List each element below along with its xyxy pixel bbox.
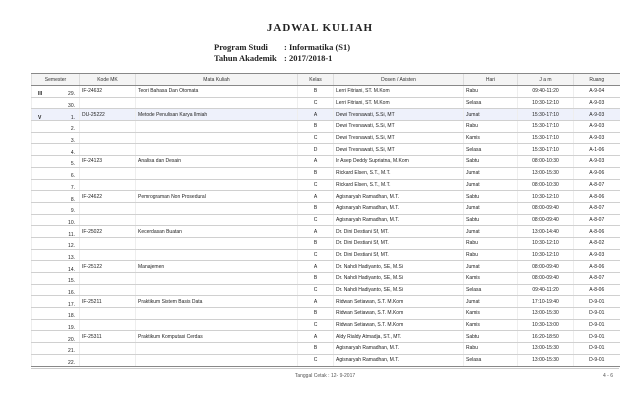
- table-row: [32, 97, 620, 109]
- cell-ruang: A-8-07: [574, 273, 620, 285]
- col-header-semester: Semester: [32, 74, 80, 86]
- cell-mata-kuliah: [136, 284, 298, 296]
- cell-kode-mk: [80, 214, 136, 226]
- cell-kelas: D: [298, 144, 334, 156]
- table-row: [32, 144, 620, 156]
- cell-kelas: A: [298, 226, 334, 238]
- cell-kode-mk: IF-25311: [80, 331, 136, 343]
- row-number: 2.: [70, 126, 75, 133]
- cell-mata-kuliah: [136, 319, 298, 331]
- row-number: 13.: [68, 254, 75, 261]
- cell-kode-mk: [80, 132, 136, 144]
- cell-kode-mk: [80, 179, 136, 191]
- cell-dosen: Dewi Tresnawati, S.Si, MT: [334, 121, 464, 133]
- cell-hari: Jumat: [464, 202, 518, 214]
- cell-hari: Sabtu: [464, 156, 518, 168]
- cell-dosen: Agisnaryah Ramadhan, M.T.: [334, 354, 464, 366]
- print-date: Tanggal Cetak : 12- 9-2017: [294, 373, 356, 379]
- cell-kelas: B: [298, 273, 334, 285]
- table-row: [32, 226, 620, 238]
- cell-ruang: A-8-06: [574, 191, 620, 203]
- cell-kelas: A: [298, 296, 334, 308]
- row-number: 9.: [70, 208, 75, 215]
- table-row: [32, 261, 620, 273]
- cell-hari: Rabu: [464, 86, 518, 98]
- cell-semester: [32, 202, 80, 214]
- row-number: 8.: [70, 196, 75, 203]
- program-row: [214, 42, 350, 53]
- cell-ruang: D-9-01: [574, 354, 620, 366]
- cell-kelas: C: [298, 214, 334, 226]
- cell-mata-kuliah: Teori Bahasa Dan Otomata: [136, 86, 298, 98]
- cell-dosen: Dewi Tresnawati, S.Si, MT: [334, 144, 464, 156]
- cell-dosen: Ridwan Setiawan, S.T. M.Kom: [334, 296, 464, 308]
- cell-kelas: A: [298, 109, 334, 121]
- cell-dosen: Dr. Nahdi Hadiyanto, SE, M.Si: [334, 284, 464, 296]
- cell-mata-kuliah: [136, 308, 298, 320]
- cell-hari: Selasa: [464, 97, 518, 109]
- col-header-ruang: Ruang: [574, 74, 620, 86]
- cell-kelas: A: [298, 331, 334, 343]
- table-row: [32, 284, 620, 296]
- cell-hari: Jumat: [464, 296, 518, 308]
- cell-kode-mk: [80, 343, 136, 355]
- cell-jam: 13:00-15:30: [518, 354, 574, 366]
- cell-mata-kuliah: Metode Penulisan Karya Ilmiah: [136, 109, 298, 121]
- cell-dosen: Agisnaryah Ramadhan, M.T.: [334, 202, 464, 214]
- cell-jam: 13:00-15:30: [518, 343, 574, 355]
- cell-semester: [32, 284, 80, 296]
- cell-dosen: Dr. Dini Destiani Sf, MT.: [334, 249, 464, 261]
- row-number: 16.: [68, 290, 75, 296]
- cell-dosen: Dr. Dini Destiani Sf, MT.: [334, 226, 464, 238]
- cell-kode-mk: [80, 144, 136, 156]
- cell-ruang: A-8-06: [574, 284, 620, 296]
- cell-kelas: A: [298, 261, 334, 273]
- cell-hari: Sabtu: [464, 214, 518, 226]
- table-row: [32, 156, 620, 168]
- cell-kode-mk: IF-24123: [80, 156, 136, 168]
- table-body: [32, 86, 620, 367]
- cell-kelas: C: [298, 97, 334, 109]
- cell-dosen: Lerri Fitriani, ST. M.Kom: [334, 97, 464, 109]
- cell-mata-kuliah: [136, 167, 298, 179]
- cell-hari: Kamis: [464, 308, 518, 320]
- cell-ruang: A-9-03: [574, 249, 620, 261]
- cell-kelas: C: [298, 179, 334, 191]
- row-number: 19.: [68, 325, 75, 331]
- cell-semester: [32, 319, 80, 331]
- cell-semester: [32, 343, 80, 355]
- cell-jam: 15:30-17:10: [518, 132, 574, 144]
- cell-hari: Sabtu: [464, 331, 518, 343]
- cell-semester: [32, 97, 80, 109]
- cell-hari: Sabtu: [464, 191, 518, 203]
- cell-semester: [32, 237, 80, 249]
- cell-ruang: A-8-07: [574, 214, 620, 226]
- cell-kelas: A: [298, 156, 334, 168]
- page-title: JADWAL KULIAH: [266, 22, 374, 34]
- col-header-hari: Hari: [464, 74, 518, 86]
- row-number: 18.: [68, 313, 75, 320]
- cell-ruang: A-8-07: [574, 202, 620, 214]
- program-meta: [214, 42, 350, 64]
- col-header-kelas: Kelas: [298, 74, 334, 86]
- cell-mata-kuliah: [136, 202, 298, 214]
- cell-dosen: Lerri Fitriani, ST. M.Kom: [334, 86, 464, 98]
- cell-kode-mk: [80, 284, 136, 296]
- cell-ruang: A-9-04: [574, 86, 620, 98]
- table-row: [32, 308, 620, 320]
- cell-kelas: B: [298, 167, 334, 179]
- cell-kode-mk: [80, 308, 136, 320]
- cell-dosen: Aldy Rialdy Atmadja, ST., MT.: [334, 331, 464, 343]
- cell-mata-kuliah: [136, 97, 298, 109]
- cell-jam: 13:00-15:30: [518, 308, 574, 320]
- cell-semester: [32, 191, 80, 203]
- cell-jam: 13:00-14:40: [518, 226, 574, 238]
- row-number: 11.: [68, 231, 75, 238]
- cell-dosen: Agisnaryah Ramadhan, M.T.: [334, 191, 464, 203]
- cell-hari: Jumat: [464, 226, 518, 238]
- cell-ruang: A-8-06: [574, 226, 620, 238]
- cell-kelas: C: [298, 132, 334, 144]
- cell-jam: 09:40-11:20: [518, 284, 574, 296]
- page-footer: [31, 368, 619, 380]
- row-number: 6.: [70, 173, 75, 179]
- table-row: [32, 319, 620, 331]
- cell-semester: [32, 261, 80, 273]
- cell-semester: [32, 109, 80, 121]
- table-row: [32, 273, 620, 285]
- cell-mata-kuliah: [136, 273, 298, 285]
- cell-mata-kuliah: Praktikum Sistem Basis Data: [136, 296, 298, 308]
- cell-kode-mk: IF-25211: [80, 296, 136, 308]
- row-number: 17.: [68, 301, 75, 308]
- cell-jam: 08:00-09:40: [518, 202, 574, 214]
- row-number: 15.: [68, 278, 75, 285]
- cell-kelas: C: [298, 284, 334, 296]
- cell-ruang: A-8-02: [574, 237, 620, 249]
- cell-ruang: D-9-01: [574, 296, 620, 308]
- program-value: : Informatika (S1): [284, 42, 351, 52]
- cell-kelas: A: [298, 191, 334, 203]
- col-header-mata-kuliah: Mata Kuliah: [136, 74, 298, 86]
- schedule-table: [31, 73, 620, 367]
- cell-hari: Rabu: [464, 249, 518, 261]
- academic-year-row: [214, 53, 350, 64]
- cell-hari: Rabu: [464, 343, 518, 355]
- cell-dosen: Rickard Elsen, S.T., M.T.: [334, 179, 464, 191]
- cell-semester: [32, 296, 80, 308]
- cell-dosen: Dewi Tresnawati, S.Si, MT: [334, 132, 464, 144]
- cell-ruang: A-9-06: [574, 167, 620, 179]
- cell-hari: Kamis: [464, 273, 518, 285]
- row-number: 7.: [70, 184, 75, 191]
- cell-mata-kuliah: [136, 249, 298, 261]
- cell-mata-kuliah: [136, 214, 298, 226]
- table-row: [32, 109, 620, 121]
- table-row: [32, 249, 620, 261]
- program-label: Program Studi: [214, 42, 268, 52]
- cell-hari: Rabu: [464, 121, 518, 133]
- cell-kode-mk: [80, 202, 136, 214]
- table-row: [32, 214, 620, 226]
- cell-kode-mk: IF-25022: [80, 226, 136, 238]
- table-row: [32, 354, 620, 366]
- cell-kelas: B: [298, 308, 334, 320]
- academic-year-label: Tahun Akademik: [214, 53, 277, 63]
- cell-jam: 09:40-11:20: [518, 86, 574, 98]
- cell-ruang: D-9-01: [574, 331, 620, 343]
- row-number: 4.: [70, 149, 75, 156]
- cell-semester: [32, 156, 80, 168]
- cell-ruang: D-9-01: [574, 308, 620, 320]
- cell-jam: 15:30-17:10: [518, 144, 574, 156]
- cell-dosen: Dewi Tresnawati, S.Si, MT: [334, 109, 464, 121]
- cell-hari: Kamis: [464, 132, 518, 144]
- cell-hari: Selasa: [464, 144, 518, 156]
- cell-mata-kuliah: Pemrograman Non Prosedural: [136, 191, 298, 203]
- cell-semester: [32, 249, 80, 261]
- cell-jam: 10:30-13:00: [518, 319, 574, 331]
- cell-kelas: C: [298, 319, 334, 331]
- cell-kode-mk: [80, 121, 136, 133]
- table-row: [32, 167, 620, 179]
- cell-ruang: A-8-06: [574, 261, 620, 273]
- row-number: 14.: [68, 266, 75, 273]
- cell-mata-kuliah: [136, 179, 298, 191]
- cell-semester: [32, 214, 80, 226]
- cell-jam: 08:00-09:40: [518, 214, 574, 226]
- cell-dosen: Rickard Elsen, S.T., M.T.: [334, 167, 464, 179]
- col-header-jam: J a m: [518, 74, 574, 86]
- semester-roman: V: [38, 114, 42, 121]
- row-number: 10.: [68, 219, 75, 226]
- cell-jam: 17:10-19:40: [518, 296, 574, 308]
- cell-kode-mk: IF-24622: [80, 191, 136, 203]
- cell-dosen: Agisnaryah Ramadhan, M.T.: [334, 343, 464, 355]
- cell-semester: [32, 121, 80, 133]
- table-row: [32, 202, 620, 214]
- row-number: 22.: [68, 360, 75, 366]
- cell-mata-kuliah: [136, 237, 298, 249]
- cell-ruang: A-9-03: [574, 156, 620, 168]
- cell-jam: 15:30-17:10: [518, 109, 574, 121]
- cell-ruang: A-9-03: [574, 132, 620, 144]
- cell-kode-mk: [80, 273, 136, 285]
- semester-roman: III: [38, 91, 43, 98]
- row-number: 1.: [70, 114, 75, 121]
- cell-dosen: Dr. Nahdi Hadiyanto, SE, M.Si: [334, 261, 464, 273]
- page-number: 4 - 6: [602, 373, 613, 379]
- cell-hari: Jumat: [464, 109, 518, 121]
- cell-ruang: D-9-01: [574, 319, 620, 331]
- cell-semester: [32, 308, 80, 320]
- table-row: [32, 343, 620, 355]
- cell-semester: [32, 132, 80, 144]
- cell-jam: 10:30-12:10: [518, 249, 574, 261]
- cell-dosen: Ir Asep Deddy Supriatna, M.Kom: [334, 156, 464, 168]
- cell-kelas: C: [298, 249, 334, 261]
- cell-dosen: Dr. Dini Destiani Sf, MT.: [334, 237, 464, 249]
- cell-semester: [32, 331, 80, 343]
- cell-dosen: Dr. Nahdi Hadiyanto, SE, M.Si: [334, 273, 464, 285]
- cell-kode-mk: [80, 237, 136, 249]
- cell-hari: Rabu: [464, 237, 518, 249]
- table-row: [32, 86, 620, 98]
- cell-jam: 13:00-15:30: [518, 167, 574, 179]
- cell-kelas: B: [298, 86, 334, 98]
- cell-ruang: A-1-06: [574, 144, 620, 156]
- cell-kode-mk: [80, 249, 136, 261]
- row-number: 3.: [70, 138, 75, 144]
- cell-mata-kuliah: [136, 144, 298, 156]
- row-number: 30.: [68, 103, 75, 109]
- cell-mata-kuliah: [136, 121, 298, 133]
- cell-ruang: A-9-03: [574, 121, 620, 133]
- cell-jam: 15:30-17:10: [518, 121, 574, 133]
- cell-jam: 08:00-10:30: [518, 179, 574, 191]
- cell-semester: [32, 179, 80, 191]
- cell-kelas: B: [298, 343, 334, 355]
- cell-hari: Jumat: [464, 261, 518, 273]
- cell-kode-mk: IF-25122: [80, 261, 136, 273]
- cell-kelas: B: [298, 202, 334, 214]
- cell-semester: [32, 226, 80, 238]
- cell-semester: [32, 273, 80, 285]
- cell-jam: 08:00-10:30: [518, 156, 574, 168]
- cell-kelas: C: [298, 354, 334, 366]
- table-row: [32, 237, 620, 249]
- cell-kode-mk: IF-24632: [80, 86, 136, 98]
- cell-mata-kuliah: [136, 343, 298, 355]
- cell-kode-mk: [80, 319, 136, 331]
- cell-mata-kuliah: Analisa dan Desain: [136, 156, 298, 168]
- cell-jam: 08:00-09:40: [518, 261, 574, 273]
- col-header-kode-mk: Kode MK: [80, 74, 136, 86]
- cell-kelas: B: [298, 121, 334, 133]
- cell-dosen: Agisnaryah Ramadhan, M.T.: [334, 214, 464, 226]
- cell-kode-mk: [80, 167, 136, 179]
- table-row: [32, 296, 620, 308]
- cell-jam: 16:20-18:50: [518, 331, 574, 343]
- cell-ruang: D-9-01: [574, 343, 620, 355]
- row-number: 29.: [68, 91, 75, 98]
- cell-jam: 10:30-12:10: [518, 191, 574, 203]
- cell-hari: Selasa: [464, 284, 518, 296]
- row-number: 21.: [68, 348, 75, 355]
- table-row: [32, 132, 620, 144]
- cell-mata-kuliah: Kecerdasan Buatan: [136, 226, 298, 238]
- cell-semester: [32, 86, 80, 98]
- cell-kode-mk: [80, 97, 136, 109]
- cell-ruang: A-9-03: [574, 97, 620, 109]
- cell-ruang: A-9-03: [574, 109, 620, 121]
- cell-mata-kuliah: Praktikum Komputasi Cerdas: [136, 331, 298, 343]
- row-number: 5.: [70, 161, 75, 168]
- cell-hari: Jumat: [464, 179, 518, 191]
- table-row: [32, 179, 620, 191]
- cell-mata-kuliah: [136, 354, 298, 366]
- cell-hari: Jumat: [464, 167, 518, 179]
- cell-semester: [32, 144, 80, 156]
- cell-semester: [32, 167, 80, 179]
- cell-kode-mk: DU-25222: [80, 109, 136, 121]
- table-header-row: [32, 74, 620, 86]
- cell-jam: 10:30-12:10: [518, 97, 574, 109]
- cell-ruang: A-8-07: [574, 179, 620, 191]
- academic-year-value: : 2017/2018-1: [284, 53, 333, 63]
- cell-kelas: B: [298, 237, 334, 249]
- row-number: 20.: [68, 336, 75, 343]
- cell-mata-kuliah: [136, 132, 298, 144]
- table-row: [32, 121, 620, 133]
- table-row: [32, 191, 620, 203]
- cell-jam: 08:00-09:40: [518, 273, 574, 285]
- row-number: 12.: [68, 243, 75, 250]
- cell-dosen: Ridwan Setiawan, S.T. M.Kom: [334, 319, 464, 331]
- table-row: [32, 331, 620, 343]
- cell-kode-mk: [80, 354, 136, 366]
- cell-hari: Selasa: [464, 354, 518, 366]
- cell-dosen: Ridwan Setiawan, S.T. M.Kom: [334, 308, 464, 320]
- cell-semester: [32, 354, 80, 366]
- cell-mata-kuliah: Manajemen: [136, 261, 298, 273]
- col-header-dosen: Dosen / Asisten: [334, 74, 464, 86]
- cell-hari: Kamis: [464, 319, 518, 331]
- cell-jam: 10:30-12:10: [518, 237, 574, 249]
